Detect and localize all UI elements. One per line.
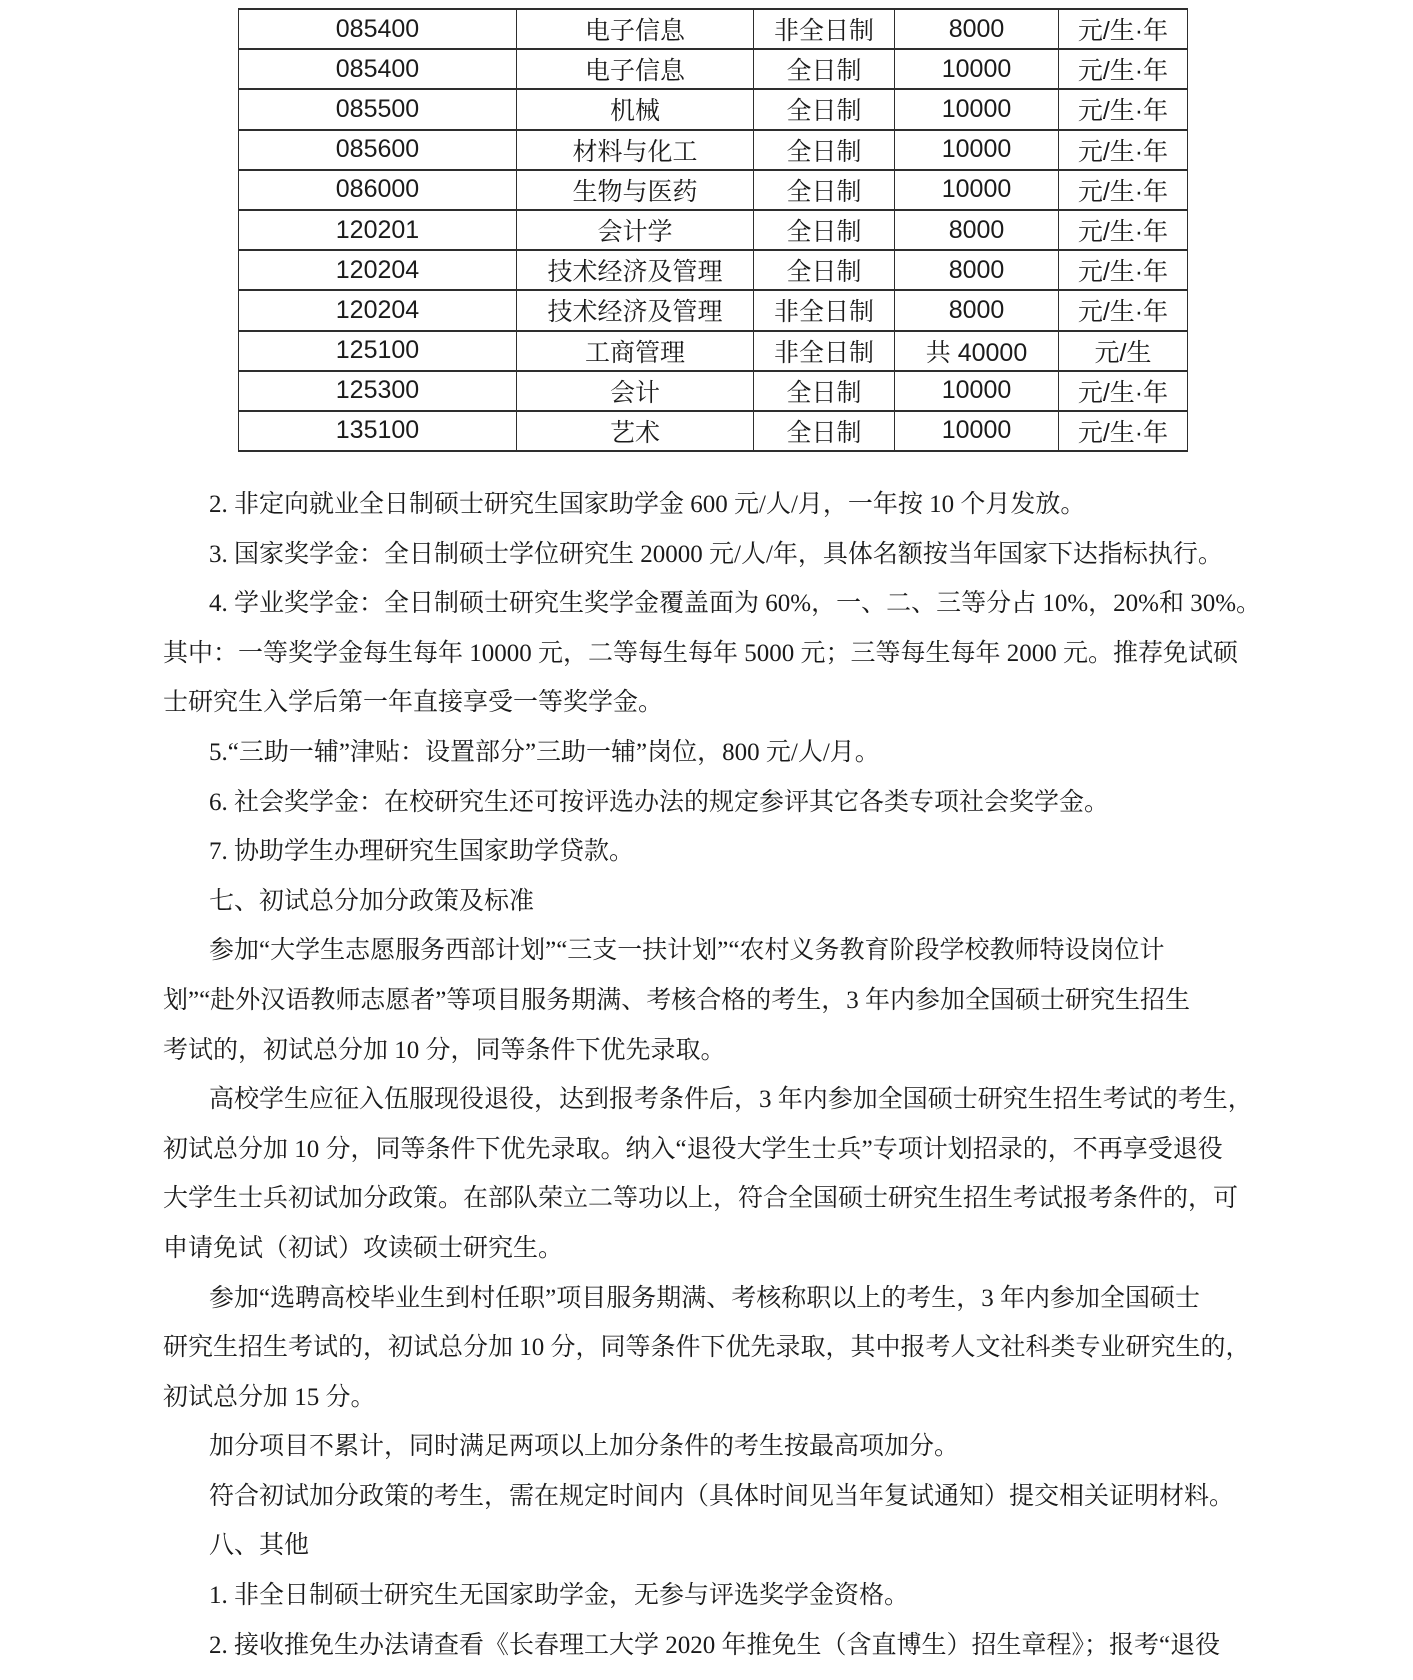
table-cell-fee: 10000 [895, 49, 1059, 89]
table-cell-unit: 元/生·年 [1059, 290, 1188, 330]
text-line: 申请免试（初试）攻读硕士研究生。 [163, 1234, 564, 1262]
table-cell-fee: 8000 [895, 290, 1059, 330]
text-line: 高校学生应征入伍服现役退役，达到报考条件后，3 年内参加全国硕士研究生招生考试的考生， [209, 1086, 1253, 1114]
table-cell-unit: 元/生·年 [1059, 130, 1188, 170]
table-cell-major: 电子信息 [517, 49, 754, 89]
text-line: 划”“赴外汉语教师志愿者”等项目服务期满、考核合格的考生，3 年内参加全国硕士研究生招生 [163, 986, 1191, 1014]
table-row [239, 210, 1188, 250]
table-cell-unit: 元/生·年 [1059, 210, 1188, 250]
text-line: 士研究生入学后第一年直接享受一等奖学金。 [163, 689, 664, 717]
table-row [239, 371, 1188, 411]
text-line: 5.“三助一辅”津贴：设置部分”三助一辅”岗位，800 元/人/月。 [209, 738, 880, 766]
table-cell-major: 技术经济及管理 [517, 250, 754, 290]
table-cell-fee: 10000 [895, 371, 1059, 411]
text-line: 2. 接收推免生办法请查看《长春理工大学 2020 年推免生（含直博生）招生章程》；报考“退役 [209, 1631, 1221, 1659]
table-cell-code: 120204 [239, 250, 517, 290]
table-row [239, 49, 1188, 89]
table-row [239, 411, 1188, 451]
table-cell-fee: 共 40000 [895, 331, 1059, 371]
text-line: 七、初试总分加分政策及标准 [209, 887, 535, 915]
table-row [239, 250, 1188, 290]
table-cell-code: 085400 [239, 9, 517, 49]
table-row [239, 170, 1188, 210]
table-cell-code: 085600 [239, 130, 517, 170]
text-line: 研究生招生考试的，初试总分加 10 分，同等条件下优先录取，其中报考人文社科类专业研究生的， [163, 1334, 1251, 1362]
table-cell-major: 会计 [517, 371, 754, 411]
text-line: 7. 协助学生办理研究生国家助学贷款。 [209, 838, 635, 866]
table-cell-major: 工商管理 [517, 331, 754, 371]
table-cell-mode: 非全日制 [754, 9, 895, 49]
table-cell-unit: 元/生·年 [1059, 250, 1188, 290]
text-line: 1. 非全日制硕士研究生无国家助学金，无参与评选奖学金资格。 [209, 1582, 910, 1610]
table-cell-mode: 全日制 [754, 130, 895, 170]
text-line: 考试的，初试总分加 10 分，同等条件下优先录取。 [163, 1036, 726, 1064]
text-line: 加分项目不累计，同时满足两项以上加分条件的考生按最高项加分。 [209, 1433, 960, 1461]
tuition-table [238, 8, 1188, 452]
table-cell-mode: 非全日制 [754, 290, 895, 330]
text-line: 参加“选聘高校毕业生到村任职”项目服务期满、考核称职以上的考生，3 年内参加全国硕士 [209, 1284, 1200, 1312]
table-cell-unit: 元/生·年 [1059, 371, 1188, 411]
table-cell-fee: 8000 [895, 210, 1059, 250]
text-line: 大学生士兵初试加分政策。在部队荣立二等功以上，符合全国硕士研究生招生考试报考条件的，可 [163, 1185, 1239, 1213]
table-cell-fee: 8000 [895, 250, 1059, 290]
table-cell-major: 技术经济及管理 [517, 290, 754, 330]
table-cell-code: 125100 [239, 331, 517, 371]
table-cell-mode: 全日制 [754, 371, 895, 411]
table-cell-code: 125300 [239, 371, 517, 411]
table-row [239, 290, 1188, 330]
table-cell-unit: 元/生·年 [1059, 49, 1188, 89]
table-cell-major: 艺术 [517, 411, 754, 451]
table-cell-code: 135100 [239, 411, 517, 451]
tuition-table-body [239, 9, 1188, 451]
table-cell-unit: 元/生·年 [1059, 9, 1188, 49]
text-line: 其中：一等奖学金每生每年 10000 元，二等每生每年 5000 元；三等每生每年 2000 元。推荐免试硕 [163, 639, 1239, 667]
table-cell-mode: 非全日制 [754, 331, 895, 371]
table-row [239, 89, 1188, 129]
text-line: 初试总分加 10 分，同等条件下优先录取。纳入“退役大学生士兵”专项计划招录的，不再享受退役 [163, 1135, 1223, 1163]
table-row [239, 9, 1188, 49]
text-line: 八、其他 [209, 1532, 310, 1560]
table-cell-mode: 全日制 [754, 89, 895, 129]
text-line: 初试总分加 15 分。 [163, 1383, 376, 1411]
table-cell-unit: 元/生 [1059, 331, 1188, 371]
table-cell-major: 电子信息 [517, 9, 754, 49]
text-line: 6. 社会奖学金：在校研究生还可按评选办法的规定参评其它各类专项社会奖学金。 [209, 788, 1110, 816]
text-line: 2. 非定向就业全日制硕士研究生国家助学金 600 元/人/月，一年按 10 个月发放。 [209, 491, 1086, 518]
table-cell-mode: 全日制 [754, 49, 895, 89]
table-cell-major: 材料与化工 [517, 130, 754, 170]
table-cell-mode: 全日制 [754, 250, 895, 290]
table-row [239, 130, 1188, 170]
text-line: 4. 学业奖学金：全日制硕士研究生奖学金覆盖面为 60%，一、二、三等分占 10%，20%和 30%。 [209, 590, 1262, 618]
table-cell-unit: 元/生·年 [1059, 411, 1188, 451]
text-line: 符合初试加分政策的考生，需在规定时间内（具体时间见当年复试通知）提交相关证明材料。 [209, 1482, 1235, 1510]
text-line: 3. 国家奖学金：全日制硕士学位研究生 20000 元/人/年，具体名额按当年国家下达指标执行。 [209, 540, 1223, 568]
table-row [239, 331, 1188, 371]
text-line: 参加“大学生志愿服务西部计划”“三支一扶计划”“农村义务教育阶段学校教师特设岗位计 [209, 937, 1165, 965]
table-cell-unit: 元/生·年 [1059, 89, 1188, 129]
table-cell-fee: 10000 [895, 130, 1059, 170]
table-cell-code: 120201 [239, 210, 517, 250]
table-cell-major: 会计学 [517, 210, 754, 250]
table-cell-fee: 10000 [895, 411, 1059, 451]
table-cell-code: 120204 [239, 290, 517, 330]
body-text [163, 480, 1263, 1670]
table-cell-unit: 元/生·年 [1059, 170, 1188, 210]
table-cell-mode: 全日制 [754, 170, 895, 210]
table-cell-mode: 全日制 [754, 411, 895, 451]
table-cell-code: 085400 [239, 49, 517, 89]
table-cell-fee: 10000 [895, 170, 1059, 210]
table-cell-fee: 8000 [895, 9, 1059, 49]
table-cell-major: 生物与医药 [517, 170, 754, 210]
table-cell-code: 086000 [239, 170, 517, 210]
table-cell-code: 085500 [239, 89, 517, 129]
table-cell-fee: 10000 [895, 89, 1059, 129]
table-cell-mode: 全日制 [754, 210, 895, 250]
table-cell-major: 机械 [517, 89, 754, 129]
